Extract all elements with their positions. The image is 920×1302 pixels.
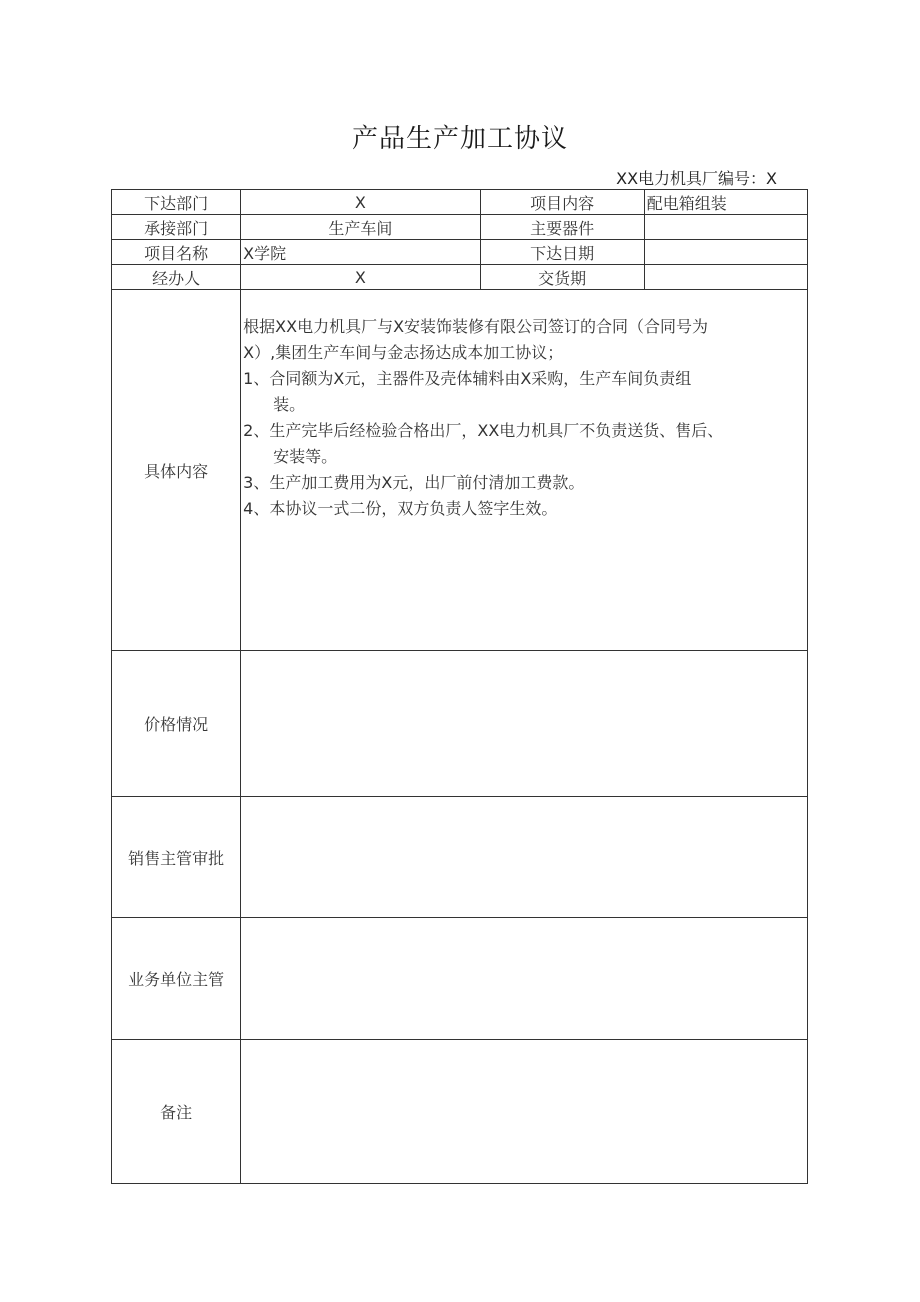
handler-value[interactable]: X bbox=[241, 265, 480, 290]
price-label: 价格情况 bbox=[112, 651, 241, 797]
issue-date-label: 下达日期 bbox=[480, 240, 644, 265]
form-row-price bbox=[112, 651, 808, 797]
project-name-label: 项目名称 bbox=[112, 240, 241, 265]
business-unit-value[interactable] bbox=[241, 918, 808, 1040]
main-components-value[interactable] bbox=[644, 215, 807, 240]
content-item-2-line-2: 安装等。 bbox=[273, 447, 338, 466]
form-row-handler bbox=[112, 265, 808, 290]
form-row-project-name bbox=[112, 240, 808, 265]
content-item-1-line-2: 装。 bbox=[273, 395, 306, 414]
content-item-2-line-1: 2、生产完毕后经检验合格出厂，XX电力机具厂不负责送货、售后、 bbox=[243, 421, 724, 440]
project-content-value[interactable]: 配电箱组装 bbox=[644, 190, 807, 215]
remarks-label: 备注 bbox=[112, 1040, 241, 1184]
content-item-4: 4、本协议一式二份，双方负责人签字生效。 bbox=[243, 499, 558, 518]
handler-label: 经办人 bbox=[112, 265, 241, 290]
form-row-business-unit bbox=[112, 918, 808, 1040]
project-content-label: 项目内容 bbox=[480, 190, 644, 215]
content-intro-line-1: 根据XX电力机具厂与X安装饰装修有限公司签订的合同（合同号为 bbox=[243, 317, 709, 336]
main-components-label: 主要器件 bbox=[480, 215, 644, 240]
sales-approval-value[interactable] bbox=[241, 797, 808, 918]
issuing-department-label: 下达部门 bbox=[112, 190, 241, 215]
form-row-sales-approval bbox=[112, 797, 808, 918]
specific-content-body[interactable] bbox=[241, 290, 808, 651]
receiving-department-label: 承接部门 bbox=[112, 215, 241, 240]
business-unit-label: 业务单位主管 bbox=[112, 918, 241, 1040]
issuing-department-value[interactable]: X bbox=[241, 190, 480, 215]
form-row-specific-content bbox=[112, 290, 808, 651]
sales-approval-label: 销售主管审批 bbox=[112, 797, 241, 918]
content-item-1-line-1: 1、合同额为X元，主器件及壳体辅料由X采购，生产车间负责组 bbox=[243, 369, 692, 388]
price-value[interactable] bbox=[241, 651, 808, 797]
receiving-department-value[interactable]: 生产车间 bbox=[241, 215, 480, 240]
form-row-remarks bbox=[112, 1040, 808, 1184]
serial-number-line: XX电力机具厂编号：X bbox=[616, 169, 777, 188]
issue-date-value[interactable] bbox=[644, 240, 807, 265]
form-row-issuing-department bbox=[112, 190, 808, 215]
content-intro-line-2: X）,集团生产车间与金志扬达成本加工协议； bbox=[243, 343, 564, 362]
agreement-form-table bbox=[111, 189, 808, 1184]
content-item-3: 3、生产加工费用为X元，出厂前付清加工费款。 bbox=[243, 473, 585, 492]
specific-content-label: 具体内容 bbox=[112, 290, 241, 651]
remarks-value[interactable] bbox=[241, 1040, 808, 1184]
document-title: 产品生产加工协议 bbox=[351, 124, 568, 154]
delivery-period-value[interactable] bbox=[644, 265, 807, 290]
delivery-period-label: 交货期 bbox=[480, 265, 644, 290]
form-row-receiving-department bbox=[112, 215, 808, 240]
project-name-value[interactable]: X学院 bbox=[241, 240, 480, 265]
